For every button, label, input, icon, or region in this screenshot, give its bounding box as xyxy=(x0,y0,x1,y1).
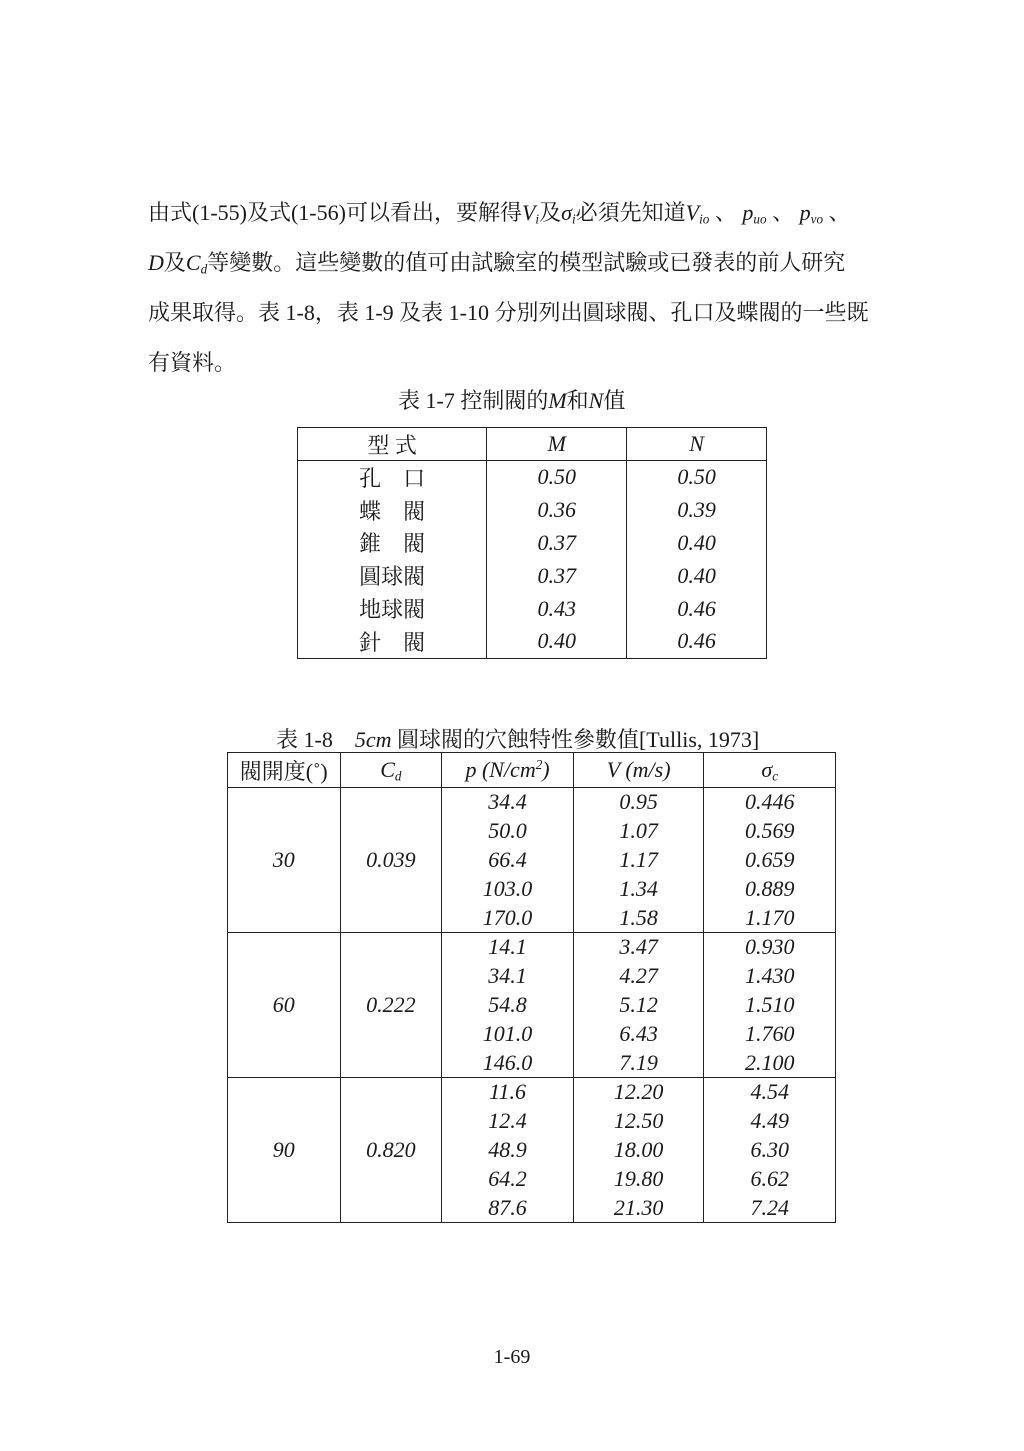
table-1-7-caption xyxy=(398,384,625,415)
header-velocity xyxy=(573,753,704,788)
table-row xyxy=(228,932,836,961)
superscript: 2 xyxy=(535,757,543,773)
cell-v: 1.17 xyxy=(573,846,704,875)
cell-sigma: 1.510 xyxy=(704,991,836,1020)
cell-sigma: 1.430 xyxy=(704,962,836,991)
cell-p: 170.0 xyxy=(442,903,574,932)
cell-type: 錐 閥 xyxy=(298,527,487,560)
cell-v: 3.47 xyxy=(573,932,704,961)
header-sigma-symbol: σ xyxy=(761,757,773,782)
table-1-8-caption xyxy=(276,723,759,754)
cell-m: 0.43 xyxy=(487,592,627,625)
header-n: N xyxy=(627,428,767,461)
text-segment: 及 xyxy=(539,200,562,225)
header-sigma xyxy=(704,753,836,788)
cell-n: 0.40 xyxy=(627,559,767,592)
table-header-row xyxy=(228,753,836,788)
cell-sigma: 6.30 xyxy=(704,1136,836,1165)
cell-m: 0.37 xyxy=(487,559,627,592)
symbol-sigma: σ xyxy=(561,200,572,225)
cell-sigma: 0.889 xyxy=(704,874,836,903)
cell-cd: 0.222 xyxy=(340,932,442,1077)
cell-v: 19.80 xyxy=(573,1164,704,1193)
subscript: d xyxy=(200,261,208,277)
header-m: M xyxy=(487,428,627,461)
cell-opening: 90 xyxy=(228,1077,341,1222)
cell-sigma: 4.49 xyxy=(704,1107,836,1136)
header-p-close: ) xyxy=(542,757,550,782)
cell-v: 5.12 xyxy=(573,991,704,1020)
paragraph-line-3: 成果取得。表 1-8，表 1-9 及表 1-10 分別列出圓球閥、孔口及蝶閥的一些既 xyxy=(148,300,869,325)
cell-p: 87.6 xyxy=(442,1193,574,1222)
table-row xyxy=(298,625,767,658)
cell-sigma: 1.170 xyxy=(704,903,836,932)
cell-v: 12.20 xyxy=(573,1077,704,1106)
table-row xyxy=(228,1077,836,1106)
cell-v: 12.50 xyxy=(573,1107,704,1136)
subscript: i xyxy=(535,211,540,227)
text-segment: 、 xyxy=(766,200,800,225)
cell-p: 12.4 xyxy=(442,1107,574,1136)
header-v-symbol: V xyxy=(606,757,620,782)
table-header-row xyxy=(298,428,767,461)
text-segment: 、 xyxy=(709,200,743,225)
caption-text: 表 1-8 xyxy=(276,727,355,752)
cell-type: 孔 口 xyxy=(298,461,487,494)
cell-m: 0.40 xyxy=(487,625,627,658)
symbol-cd: C xyxy=(185,250,201,275)
subscript: c xyxy=(772,768,779,784)
subscript: io xyxy=(699,211,710,227)
cell-p: 66.4 xyxy=(442,846,574,875)
cell-n: 0.39 xyxy=(627,494,767,527)
table-row xyxy=(298,494,767,527)
cell-n: 0.40 xyxy=(627,527,767,560)
table-row xyxy=(298,527,767,560)
cell-sigma: 0.446 xyxy=(704,788,836,817)
subscript: vo xyxy=(810,211,824,227)
symbol-pvo: p xyxy=(799,200,811,225)
cell-p: 14.1 xyxy=(442,932,574,961)
cell-p: 146.0 xyxy=(442,1048,574,1077)
cell-type: 圓球閥 xyxy=(298,559,487,592)
header-v-unit: (m/s) xyxy=(619,757,671,782)
subscript: i xyxy=(571,211,576,227)
table-row xyxy=(298,592,767,625)
cell-sigma: 2.100 xyxy=(704,1048,836,1077)
cell-v: 1.34 xyxy=(573,874,704,903)
cell-p: 101.0 xyxy=(442,1019,574,1048)
cell-sigma: 0.569 xyxy=(704,817,836,846)
cell-n: 0.46 xyxy=(627,625,767,658)
cell-n: 0.50 xyxy=(627,461,767,494)
cell-v: 18.00 xyxy=(573,1136,704,1165)
cell-v: 1.58 xyxy=(573,903,704,932)
cell-p: 34.1 xyxy=(442,962,574,991)
text-segment: 及 xyxy=(163,250,186,275)
symbol-v: V xyxy=(521,200,536,225)
cell-v: 1.07 xyxy=(573,817,704,846)
cell-sigma: 0.659 xyxy=(704,846,836,875)
header-cd xyxy=(340,753,442,788)
header-p-unit: (N/cm xyxy=(476,757,536,782)
cell-p: 103.0 xyxy=(442,874,574,903)
header-type: 型 式 xyxy=(298,428,487,461)
cell-p: 11.6 xyxy=(442,1077,574,1106)
symbol-n: N xyxy=(588,388,604,413)
symbol-puo: p xyxy=(742,200,754,225)
cell-p: 50.0 xyxy=(442,817,574,846)
cell-v: 0.95 xyxy=(573,788,704,817)
cell-p: 34.4 xyxy=(442,788,574,817)
cell-opening: 30 xyxy=(228,788,341,933)
cell-v: 21.30 xyxy=(573,1193,704,1222)
caption-text: 表 1-7 控制閥的 xyxy=(398,388,549,413)
cell-p: 48.9 xyxy=(442,1136,574,1165)
cell-cd: 0.039 xyxy=(340,788,442,933)
cell-type: 地球閥 xyxy=(298,592,487,625)
header-pressure xyxy=(442,753,574,788)
cell-sigma: 1.760 xyxy=(704,1019,836,1048)
cell-p: 54.8 xyxy=(442,991,574,1020)
text-segment: 必須先知道 xyxy=(575,200,686,225)
header-opening: 閥開度(˚) xyxy=(228,753,341,788)
cell-n: 0.46 xyxy=(627,592,767,625)
table-row xyxy=(298,461,767,494)
page-number: 1-69 xyxy=(493,1346,531,1368)
cell-sigma: 6.62 xyxy=(704,1164,836,1193)
cell-sigma: 4.54 xyxy=(704,1077,836,1106)
paragraph-line-4: 有資料。 xyxy=(148,350,237,375)
cell-m: 0.50 xyxy=(487,461,627,494)
cell-sigma: 7.24 xyxy=(704,1193,836,1222)
symbol-m: M xyxy=(548,388,567,413)
header-p-symbol: p xyxy=(465,757,477,782)
cell-type: 蝶 閥 xyxy=(298,494,487,527)
body-paragraph xyxy=(148,188,918,388)
caption-size: 5cm xyxy=(354,727,392,752)
cell-v: 6.43 xyxy=(573,1019,704,1048)
paragraph-line-1 xyxy=(148,188,918,238)
cell-v: 7.19 xyxy=(573,1048,704,1077)
table-1-7 xyxy=(297,427,767,659)
caption-text: 圓球閥的穴蝕特性參數值[Tullis, 1973] xyxy=(391,727,760,752)
table-1-8 xyxy=(227,752,836,1223)
symbol-vio: V xyxy=(685,200,700,225)
cell-cd: 0.820 xyxy=(340,1077,442,1222)
paragraph-line-2 xyxy=(148,238,918,288)
cell-m: 0.36 xyxy=(487,494,627,527)
cell-type: 針 閥 xyxy=(298,625,487,658)
caption-text: 和 xyxy=(566,388,589,413)
cell-v: 4.27 xyxy=(573,962,704,991)
text-segment: 由式(1-55)及式(1-56)可以看出，要解得 xyxy=(148,200,522,225)
caption-text: 值 xyxy=(603,388,626,413)
table-row xyxy=(228,788,836,817)
table-row xyxy=(298,559,767,592)
subscript: d xyxy=(394,768,402,784)
text-segment: 、 xyxy=(823,200,851,225)
subscript: uo xyxy=(753,211,767,227)
cell-sigma: 0.930 xyxy=(704,932,836,961)
symbol-d: D xyxy=(148,250,164,275)
text-segment: 等變數。這些變數的值可由試驗室的模型試驗或已發表的前人研究 xyxy=(207,250,846,275)
header-cd-symbol: C xyxy=(380,757,395,782)
cell-p: 64.2 xyxy=(442,1164,574,1193)
cell-m: 0.37 xyxy=(487,527,627,560)
cell-opening: 60 xyxy=(228,932,341,1077)
